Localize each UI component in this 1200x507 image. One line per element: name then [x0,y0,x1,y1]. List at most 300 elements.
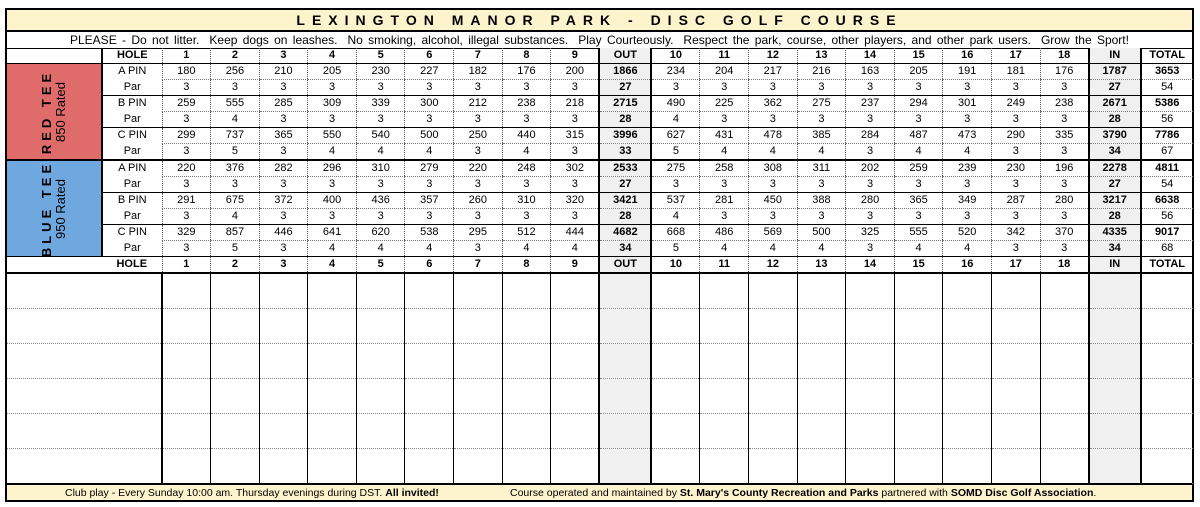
score-cell[interactable] [211,273,260,309]
par: 4 [894,144,943,161]
par: 3 [405,177,454,193]
score-cell[interactable] [846,414,895,449]
club-play-note: Club play - Every Sunday 10:00 am. Thursday evenings during DST. All invited! [65,486,439,499]
score-cell[interactable] [551,344,600,379]
par: 3 [551,177,600,193]
par: 3 [356,80,405,96]
score-cell[interactable] [502,414,551,449]
out-distance: 2533 [599,160,651,177]
distance: 450 [749,193,798,209]
distance: 163 [846,64,895,80]
score-cell[interactable] [943,344,992,379]
distance: 310 [356,160,405,177]
scorecard [5,8,1194,502]
score-cell[interactable] [1089,449,1141,484]
par: 3 [405,80,454,96]
par: 3 [797,112,846,128]
par: 3 [943,112,992,128]
hole-number: 1 [162,48,211,64]
distance: 212 [454,96,503,112]
score-cell[interactable] [943,379,992,414]
score-cell[interactable] [1141,344,1193,379]
in-distance: 2671 [1089,96,1141,112]
hole-number: 4 [308,257,357,274]
distance: 176 [502,64,551,80]
score-cell[interactable] [651,344,700,379]
score-cell[interactable] [797,379,846,414]
score-cell[interactable] [894,449,943,484]
total-par: 56 [1141,209,1193,225]
score-cell[interactable] [1040,344,1089,379]
par: 5 [651,241,700,257]
score-cell[interactable] [259,449,308,484]
score-cell[interactable] [405,309,454,344]
score-cell[interactable] [211,414,260,449]
score-cell[interactable] [700,273,749,309]
score-cell[interactable] [749,273,798,309]
score-cell[interactable] [502,309,551,344]
par: 3 [797,177,846,193]
par: 3 [308,112,357,128]
distance: 440 [502,128,551,144]
score-cell[interactable] [308,309,357,344]
score-cell[interactable] [651,379,700,414]
score-cell[interactable] [749,379,798,414]
distance: 259 [162,96,211,112]
hole-number: 14 [846,257,895,274]
score-cell[interactable] [992,449,1041,484]
score-cell[interactable] [1141,449,1193,484]
par: 4 [651,112,700,128]
distance: 537 [651,193,700,209]
par: 3 [454,177,503,193]
distance: 310 [502,193,551,209]
pin-distance-row [7,64,1193,80]
footer [7,483,1192,500]
score-cell[interactable] [405,344,454,379]
total-distance: 4811 [1141,160,1193,177]
score-cell[interactable] [943,273,992,309]
distance: 569 [749,225,798,241]
score-cell[interactable] [894,273,943,309]
distance: 315 [551,128,600,144]
par: 5 [211,241,260,257]
par: 3 [502,80,551,96]
par: 3 [943,209,992,225]
score-cell[interactable] [1040,309,1089,344]
par: 3 [259,112,308,128]
hole-number: 2 [211,48,260,64]
hole-label: HOLE [102,48,162,64]
score-cell[interactable] [992,309,1041,344]
score-cell[interactable] [1089,309,1141,344]
score-cell[interactable] [259,414,308,449]
par: 3 [846,177,895,193]
score-cell[interactable] [700,309,749,344]
par: 3 [551,209,600,225]
par: 3 [700,80,749,96]
distance: 325 [846,225,895,241]
score-cell[interactable] [797,344,846,379]
score-cell[interactable] [599,344,651,379]
hole-number: 6 [405,257,454,274]
score-cell[interactable] [797,309,846,344]
distance: 857 [211,225,260,241]
distance: 237 [846,96,895,112]
out-par: 27 [599,80,651,96]
score-cell[interactable] [405,273,454,309]
par: 3 [846,80,895,96]
hole-number: 17 [992,257,1041,274]
score-cell[interactable] [1089,379,1141,414]
distance: 238 [502,96,551,112]
total-distance: 5386 [1141,96,1193,112]
distance: 285 [259,96,308,112]
out-distance: 3421 [599,193,651,209]
par: 3 [1040,112,1089,128]
tee-name: RED TEE [39,69,54,154]
score-cell[interactable] [551,414,600,449]
score-cell[interactable] [1040,414,1089,449]
par-label: Par [123,241,141,254]
distance: 176 [1040,64,1089,80]
score-cell[interactable] [211,309,260,344]
par: 4 [211,112,260,128]
distance: 540 [356,128,405,144]
distance: 362 [749,96,798,112]
score-cell[interactable] [259,273,308,309]
distance: 294 [894,96,943,112]
par: 3 [1040,209,1089,225]
tee-name: BLUE TEE [39,160,54,257]
par-row [7,209,1193,225]
pin-label: B PIN [117,194,147,207]
score-cell[interactable] [943,309,992,344]
par: 3 [454,209,503,225]
score-cell[interactable] [992,414,1041,449]
par: 4 [749,241,798,257]
hole-number: 10 [651,48,700,64]
distance: 182 [454,64,503,80]
out-label: OUT [599,48,651,64]
pin-label: A PIN [118,65,147,78]
par: 3 [846,112,895,128]
score-cell[interactable] [259,309,308,344]
out-label: OUT [599,257,651,274]
distance: 309 [308,96,357,112]
par: 3 [749,177,798,193]
in-par: 28 [1089,209,1141,225]
score-cell[interactable] [846,344,895,379]
score-cell[interactable] [749,344,798,379]
tee-corner [7,257,102,274]
score-cell[interactable] [551,449,600,484]
score-cell[interactable] [700,379,749,414]
player-score-row[interactable] [7,273,1193,309]
par: 3 [162,241,211,257]
hole-footer-row [7,257,1193,274]
distance: 220 [454,160,503,177]
score-cell[interactable] [943,449,992,484]
player-name-cell[interactable] [7,449,162,484]
score-cell[interactable] [502,273,551,309]
par: 3 [700,177,749,193]
par-row [7,112,1193,128]
pin-label: C PIN [117,129,147,142]
score-cell[interactable] [599,309,651,344]
hole-number: 17 [992,48,1041,64]
score-cell[interactable] [894,309,943,344]
score-cell[interactable] [308,379,357,414]
score-cell[interactable] [551,273,600,309]
score-cell[interactable] [749,449,798,484]
par: 4 [894,241,943,257]
score-cell[interactable] [651,309,700,344]
par: 3 [356,112,405,128]
tee-corner [7,48,102,64]
distance: 500 [797,225,846,241]
score-cell[interactable] [749,414,798,449]
score-cell[interactable] [211,344,260,379]
distance: 737 [211,128,260,144]
score-cell[interactable] [162,344,211,379]
score-cell[interactable] [1141,273,1193,309]
total-par: 67 [1141,144,1193,161]
distance: 370 [1040,225,1089,241]
score-cell[interactable] [1089,414,1141,449]
score-cell[interactable] [651,273,700,309]
par-label: Par [102,177,162,193]
rule-3: No smoking, alcohol, illegal substances. [347,33,569,47]
score-cell[interactable] [992,273,1041,309]
score-cell[interactable] [259,344,308,379]
score-cell[interactable] [162,449,211,484]
score-cell[interactable] [797,414,846,449]
total-par: 68 [1141,241,1193,257]
red-tee-label [7,64,102,161]
score-cell[interactable] [356,414,405,449]
tee-rating: 950 Rated [53,178,68,239]
score-cell[interactable] [162,273,211,309]
distance: 202 [846,160,895,177]
player-name-cell[interactable] [7,273,162,309]
hole-number: 16 [943,257,992,274]
score-cell[interactable] [700,414,749,449]
distance: 180 [162,64,211,80]
out-distance: 1866 [599,64,651,80]
distance: 675 [211,193,260,209]
score-cell[interactable] [308,414,357,449]
par: 3 [1040,144,1089,161]
hole-number: 15 [894,257,943,274]
distance: 291 [162,193,211,209]
player-score-row[interactable] [7,344,1193,379]
operator-note: Course operated and maintained by St. Mary's County Recreation and Parks partnered with SOMD Disc Golf Association. [510,486,1097,499]
score-cell[interactable] [502,449,551,484]
distance: 216 [797,64,846,80]
score-cell[interactable] [454,344,503,379]
score-cell[interactable] [749,309,798,344]
score-cell[interactable] [356,449,405,484]
par: 4 [308,144,357,161]
hole-number: 18 [1040,257,1089,274]
hole-number: 7 [454,48,503,64]
distance: 302 [551,160,600,177]
distance: 225 [700,96,749,112]
score-cell[interactable] [651,449,700,484]
score-cell[interactable] [894,414,943,449]
score-cell[interactable] [846,379,895,414]
score-cell[interactable] [599,414,651,449]
score-cell[interactable] [308,449,357,484]
distance: 217 [749,64,798,80]
hole-number: 3 [259,48,308,64]
distance: 342 [992,225,1041,241]
hole-number: 6 [405,48,454,64]
par: 3 [502,209,551,225]
pin-label: C PIN [117,226,147,239]
hole-number: 8 [502,48,551,64]
score-cell[interactable] [356,344,405,379]
score-cell[interactable] [211,379,260,414]
score-cell[interactable] [356,379,405,414]
score-cell[interactable] [1040,379,1089,414]
score-cell[interactable] [599,273,651,309]
par: 4 [700,144,749,161]
par: 3 [162,177,211,193]
score-cell[interactable] [1040,273,1089,309]
score-cell[interactable] [1089,273,1141,309]
distance: 279 [405,160,454,177]
distance: 320 [551,193,600,209]
distance: 520 [943,225,992,241]
score-cell[interactable] [162,414,211,449]
in-par: 27 [1089,177,1141,193]
distance: 376 [211,160,260,177]
score-cell[interactable] [1141,414,1193,449]
player-score-row[interactable] [7,414,1193,449]
distance: 436 [356,193,405,209]
score-cell[interactable] [846,449,895,484]
distance: 280 [1040,193,1089,209]
score-cell[interactable] [894,344,943,379]
player-name-cell[interactable] [7,309,162,344]
par: 3 [894,112,943,128]
score-cell[interactable] [651,414,700,449]
hole-number: 18 [1040,48,1089,64]
score-cell[interactable] [405,449,454,484]
par-label: Par [102,144,162,161]
distance: 388 [797,193,846,209]
hole-number: 11 [700,48,749,64]
score-cell[interactable] [162,309,211,344]
score-cell[interactable] [551,309,600,344]
score-cell[interactable] [1089,344,1141,379]
par: 3 [454,144,503,161]
score-cell[interactable] [454,414,503,449]
score-cell[interactable] [454,309,503,344]
distance: 287 [992,193,1041,209]
distance: 301 [943,96,992,112]
out-par: 28 [599,112,651,128]
score-cell[interactable] [454,273,503,309]
score-cell[interactable] [1040,449,1089,484]
pin-distance-row [7,225,1193,241]
hole-number: 2 [211,257,260,274]
score-cell[interactable] [1141,309,1193,344]
player-name-cell[interactable] [7,379,162,414]
score-cell[interactable] [992,379,1041,414]
score-cell[interactable] [356,273,405,309]
par: 3 [259,209,308,225]
score-cell[interactable] [1141,379,1193,414]
par: 3 [162,209,211,225]
distance: 205 [894,64,943,80]
distance: 296 [308,160,357,177]
score-cell[interactable] [551,379,600,414]
distance: 627 [651,128,700,144]
par: 4 [356,241,405,257]
score-cell[interactable] [846,273,895,309]
score-cell[interactable] [894,379,943,414]
score-cell[interactable] [405,379,454,414]
score-cell[interactable] [846,309,895,344]
score-cell[interactable] [162,379,211,414]
score-cell[interactable] [356,309,405,344]
par: 3 [551,112,600,128]
player-score-row[interactable] [7,309,1193,344]
distance: 218 [551,96,600,112]
score-cell[interactable] [700,449,749,484]
player-name-cell[interactable] [7,414,162,449]
distance: 204 [700,64,749,80]
hole-number: 5 [356,257,405,274]
score-cell[interactable] [797,449,846,484]
score-cell[interactable] [700,344,749,379]
par: 3 [356,209,405,225]
player-score-row[interactable] [7,379,1193,414]
score-cell[interactable] [454,449,503,484]
par: 3 [894,209,943,225]
par: 3 [259,177,308,193]
score-cell[interactable] [308,344,357,379]
score-cell[interactable] [502,379,551,414]
score-cell[interactable] [599,379,651,414]
distance: 259 [894,160,943,177]
in-par: 34 [1089,144,1141,161]
score-cell[interactable] [405,414,454,449]
score-cell[interactable] [211,449,260,484]
distance: 275 [797,96,846,112]
score-cell[interactable] [502,344,551,379]
player-score-row[interactable] [7,449,1193,484]
course-rules [7,32,1192,49]
distance: 205 [308,64,357,80]
distance: 280 [846,193,895,209]
score-cell[interactable] [943,414,992,449]
score-cell[interactable] [259,379,308,414]
distance: 299 [162,128,211,144]
score-cell[interactable] [308,273,357,309]
score-cell[interactable] [992,344,1041,379]
score-cell[interactable] [797,273,846,309]
player-name-cell[interactable] [7,344,162,379]
par: 3 [749,112,798,128]
score-cell[interactable] [599,449,651,484]
par: 4 [651,209,700,225]
score-cell[interactable] [454,379,503,414]
distance: 239 [943,160,992,177]
